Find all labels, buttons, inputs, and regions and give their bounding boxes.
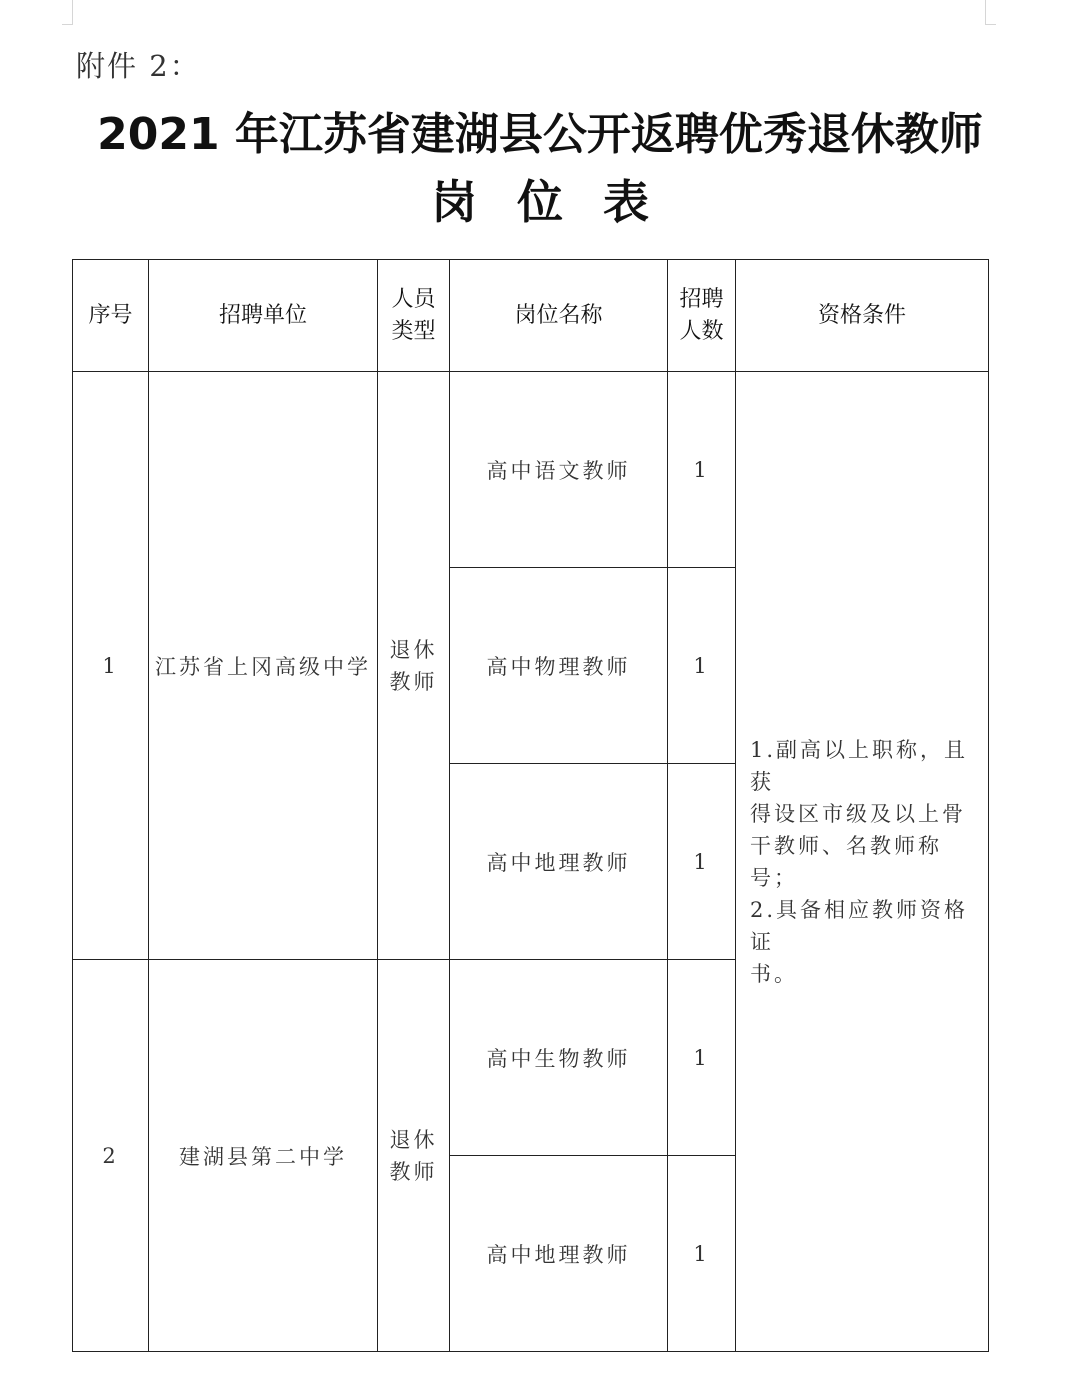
row-count: 1 xyxy=(668,764,736,960)
qualifications-cell xyxy=(736,372,989,1352)
row-seq: 1 xyxy=(73,372,149,960)
table-header-row xyxy=(73,260,989,372)
row-type xyxy=(378,372,450,960)
qualification-line: 书。 xyxy=(750,961,798,986)
positions-table xyxy=(72,259,989,1352)
qualification-line: 1.副高以上职称，且获 xyxy=(750,737,969,794)
page-corner-mark-right xyxy=(985,0,996,25)
attachment-label: 附件 2： xyxy=(76,49,201,83)
row-type-line1: 退休 xyxy=(389,1127,438,1152)
table-row xyxy=(73,372,989,568)
document-title: 2021 年江苏省建湖县公开返聘优秀退休教师 xyxy=(97,109,983,160)
row-type-line1: 退休 xyxy=(389,637,438,662)
header-position: 岗位名称 xyxy=(450,260,668,372)
row-count: 1 xyxy=(668,1156,736,1352)
row-type-line2: 教师 xyxy=(389,669,438,694)
header-type-line2: 类型 xyxy=(391,318,436,344)
row-position: 高中物理教师 xyxy=(450,568,668,764)
header-count xyxy=(668,260,736,372)
row-count: 1 xyxy=(668,372,736,568)
row-unit: 江苏省上冈高级中学 xyxy=(149,372,378,960)
qualification-line: 2.具备相应教师资格证 xyxy=(750,897,969,954)
header-unit: 招聘单位 xyxy=(149,260,378,372)
row-count: 1 xyxy=(668,960,736,1156)
document-subtitle: 岗位表 xyxy=(431,175,689,229)
qualification-line: 干教师、名教师称号； xyxy=(750,833,942,890)
header-seq: 序号 xyxy=(73,260,149,372)
row-seq: 2 xyxy=(73,960,149,1352)
row-position: 高中地理教师 xyxy=(450,1156,668,1352)
header-qualifications: 资格条件 xyxy=(736,260,989,372)
header-count-line2: 人数 xyxy=(679,318,724,344)
row-type xyxy=(378,960,450,1352)
row-count: 1 xyxy=(668,568,736,764)
header-type xyxy=(378,260,450,372)
page-corner-mark-left xyxy=(62,0,73,25)
header-type-line1: 人员 xyxy=(391,286,436,312)
row-position: 高中语文教师 xyxy=(450,372,668,568)
row-type-line2: 教师 xyxy=(389,1159,438,1184)
row-position: 高中生物教师 xyxy=(450,960,668,1156)
row-position: 高中地理教师 xyxy=(450,764,668,960)
qualification-line: 得设区市级及以上骨 xyxy=(750,801,966,826)
header-count-line1: 招聘 xyxy=(679,286,724,312)
row-unit: 建湖县第二中学 xyxy=(149,960,378,1352)
